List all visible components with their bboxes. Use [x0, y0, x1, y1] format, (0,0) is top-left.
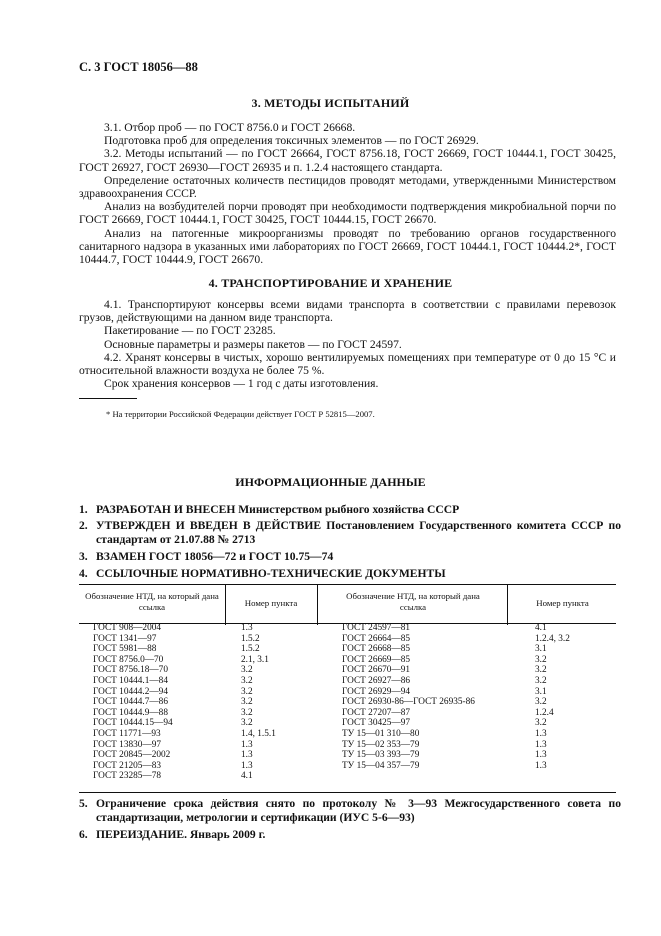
footnote: * На территории Российской Федерации действует ГОСТ Р 52815—2007.: [106, 409, 375, 419]
info-item: 2. УТВЕРЖДЕН И ВВЕДЕН В ДЕЙСТВИЕ Постановлением Государственного комитета СССР по стандартам от 21.07.88 № 2713: [79, 519, 621, 546]
table-column-left-items: [241, 623, 276, 782]
section-4-body: [79, 298, 616, 390]
info-title: ИНФОРМАЦИОННЫЕ ДАННЫЕ: [235, 475, 426, 489]
table-cell: 3.2: [241, 707, 253, 718]
table-cell: 1.5.2: [241, 633, 260, 644]
table-cell: 4.1: [241, 771, 253, 782]
table-cell: 1.2.4, 3.2: [535, 633, 570, 644]
section-3-title: 3. МЕТОДЫ ИСПЫТАНИЙ: [251, 96, 410, 110]
table-cell: 3.2: [241, 686, 253, 697]
table-cell: ГОСТ 8756.0—70: [93, 654, 164, 665]
table-cell: 3.2: [535, 665, 547, 676]
table-cell: ТУ 15—01 310—80: [342, 728, 420, 739]
table-cell: ТУ 15—02 353—79: [342, 739, 420, 750]
paragraph: Определение остаточных количеств пестицидов проводят методами, утвержденными Министерством здравоохранения СССР.: [79, 173, 616, 201]
paragraph: 3.1. Отбор проб — по ГОСТ 8756.0 и ГОСТ 26668.: [104, 121, 356, 134]
table-cell: 3.2: [241, 675, 253, 686]
table-cell: 3.1: [535, 644, 547, 655]
table-cell: ГОСТ 23285—78: [93, 771, 162, 782]
table-column-right-docs: [342, 623, 475, 771]
table-cell: ГОСТ 21205—83: [93, 760, 162, 771]
table-cell: ГОСТ 10444.15—94: [93, 718, 173, 729]
info-item: 3. ВЗАМЕН ГОСТ 18056—72 и ГОСТ 10.75—74: [79, 550, 334, 563]
table-cell: 3.2: [535, 718, 547, 729]
table-cell: ГОСТ 20845—2002: [93, 750, 171, 761]
table-cell: ГОСТ 26927—86: [342, 675, 411, 686]
paragraph: Анализ на возбудителей порчи проводят при необходимости подтверждения микробиальной порчи по ГОСТ 26669, ГОСТ 10444.1, ГОСТ 30425, ГОСТ 10444.15, ГОСТ 26670.: [79, 200, 616, 227]
table-cell: 1.3: [535, 739, 547, 750]
table-cell: ГОСТ 10444.7—86: [93, 697, 168, 708]
table-header-cell: Обозначение НТД, на который дана ссылка: [85, 591, 219, 612]
paragraph: 4.1. Транспортируют консервы всеми видами транспорта в соответствии с правилами перевозок грузов, действующими на данном виде транспорта.: [79, 298, 616, 325]
table-cell: 3.2: [535, 654, 547, 665]
table-cell: 1.3: [241, 739, 253, 750]
table-cell: ГОСТ 26669—85: [342, 654, 411, 665]
table-column-divider: [507, 584, 508, 625]
table-cell: 1.2.4: [535, 707, 554, 718]
table-cell: ГОСТ 908—2004: [93, 623, 162, 633]
table-cell: ГОСТ 5981—88: [93, 644, 157, 655]
table-cell: 1.3: [241, 760, 253, 771]
paragraph: Анализ на патогенные микроорганизмы проводят по требованию органов государственного санитарного надзора в указанных ими лабораториях по ГОСТ 26669, ГОСТ 10444.1, ГОСТ 10444.2*, ГОСТ 10444.7, ГОСТ 10444.9, ГОСТ 26670.: [79, 226, 616, 267]
footnote-divider: [79, 398, 137, 399]
table-column-divider: [317, 584, 318, 625]
table-cell: ТУ 15—04 357—79: [342, 760, 420, 771]
table-cell: 3.2: [241, 697, 253, 708]
table-cell: 3.2: [241, 718, 253, 729]
table-cell: 3.2: [241, 665, 253, 676]
section-4-title: 4. ТРАНСПОРТИРОВАНИЕ И ХРАНЕНИЕ: [208, 276, 453, 290]
paragraph: 3.2. Методы испытаний — по ГОСТ 26664, ГОСТ 8756.18, ГОСТ 26669, ГОСТ 10444.1, ГОСТ 30425, ГОСТ 26927, ГОСТ 26930—ГОСТ 26935 и п. 1.2.4 настоящего стандарта.: [79, 147, 616, 174]
references-table: [79, 584, 616, 793]
info-item: 1. РАЗРАБОТАН И ВНЕСЕН Министерством рыбного хозяйства СССР: [79, 503, 460, 516]
table-cell: ГОСТ 26664—85: [342, 633, 411, 644]
paragraph: Пакетирование — по ГОСТ 23285.: [104, 324, 276, 338]
table-cell: 1.3: [241, 623, 253, 633]
table-cell: 3.1: [535, 686, 547, 697]
section-3-body: [79, 121, 616, 266]
table-cell: ГОСТ 24597—81: [342, 623, 411, 633]
table-cell: ГОСТ 26668—85: [342, 644, 411, 655]
table-cell: ГОСТ 1341—97: [93, 633, 157, 644]
table-cell: 1.5.2: [241, 644, 260, 655]
table-header-cell: Номер пункта: [244, 598, 298, 608]
table-cell: ГОСТ 26930-86—ГОСТ 26935-86: [342, 697, 475, 708]
table-cell: ГОСТ 27207—87: [342, 707, 411, 718]
table-cell: ГОСТ 8756.18—70: [93, 665, 168, 676]
paragraph: Основные параметры и размеры пакетов — по ГОСТ 24597.: [104, 337, 402, 351]
info-item: 5. Ограничение срока действия снято по протоколу № 3—93 Межгосударственного совета по стандартизации, метрологии и сертификации (ИУС 5-6—93): [79, 797, 621, 824]
table-top-border: [79, 584, 616, 585]
table-cell: 3.2: [535, 697, 547, 708]
page-header: С. 3 ГОСТ 18056—88: [79, 60, 198, 74]
table-cell: 1.3: [535, 750, 547, 761]
table-cell: ТУ 15—03 393—79: [342, 750, 420, 761]
table-cell: 3.2: [535, 675, 547, 686]
table-column-divider: [225, 584, 226, 625]
info-item: 4. ССЫЛОЧНЫЕ НОРМАТИВНО-ТЕХНИЧЕСКИЕ ДОКУМЕНТЫ: [79, 567, 446, 580]
table-cell: ГОСТ 11771—93: [93, 728, 161, 739]
table-header-cell: Обозначение НТД, на который дана ссылка: [346, 591, 480, 612]
table-bottom-border: [79, 792, 616, 793]
paragraph: Срок хранения консервов — 1 год с даты изготовления.: [104, 377, 379, 391]
table-cell: ГОСТ 26670—91: [342, 665, 411, 676]
table-cell: ГОСТ 13830—97: [93, 739, 162, 750]
table-cell: 1.4, 1.5.1: [241, 728, 276, 739]
table-cell: ГОСТ 10444.9—88: [93, 707, 168, 718]
paragraph: Подготовка проб для определения токсичных элементов — по ГОСТ 26929.: [104, 134, 479, 148]
table-cell: 4.1: [535, 623, 547, 633]
table-cell: 2.1, 3.1: [241, 654, 269, 665]
table-cell: ГОСТ 10444.2—94: [93, 686, 168, 697]
table-cell: ГОСТ 10444.1—84: [93, 675, 168, 686]
table-cell: 1.3: [535, 760, 547, 771]
table-cell: 1.3: [241, 750, 253, 761]
table-cell: 1.3: [535, 728, 547, 739]
table-column-left-docs: [93, 623, 173, 782]
table-header-cell: Номер пункта: [536, 598, 589, 608]
table-column-right-items: [535, 623, 570, 771]
paragraph: 4.2. Хранят консервы в чистых, хорошо вентилируемых помещениях при температуре от 0 до 15 °С и относительной влажности воздуха не более 75 %.: [79, 350, 616, 378]
table-cell: ГОСТ 30425—97: [342, 718, 411, 729]
info-item: 6. ПЕРЕИЗДАНИЕ. Январь 2009 г.: [79, 828, 266, 841]
table-cell: ГОСТ 26929—94: [342, 686, 411, 697]
